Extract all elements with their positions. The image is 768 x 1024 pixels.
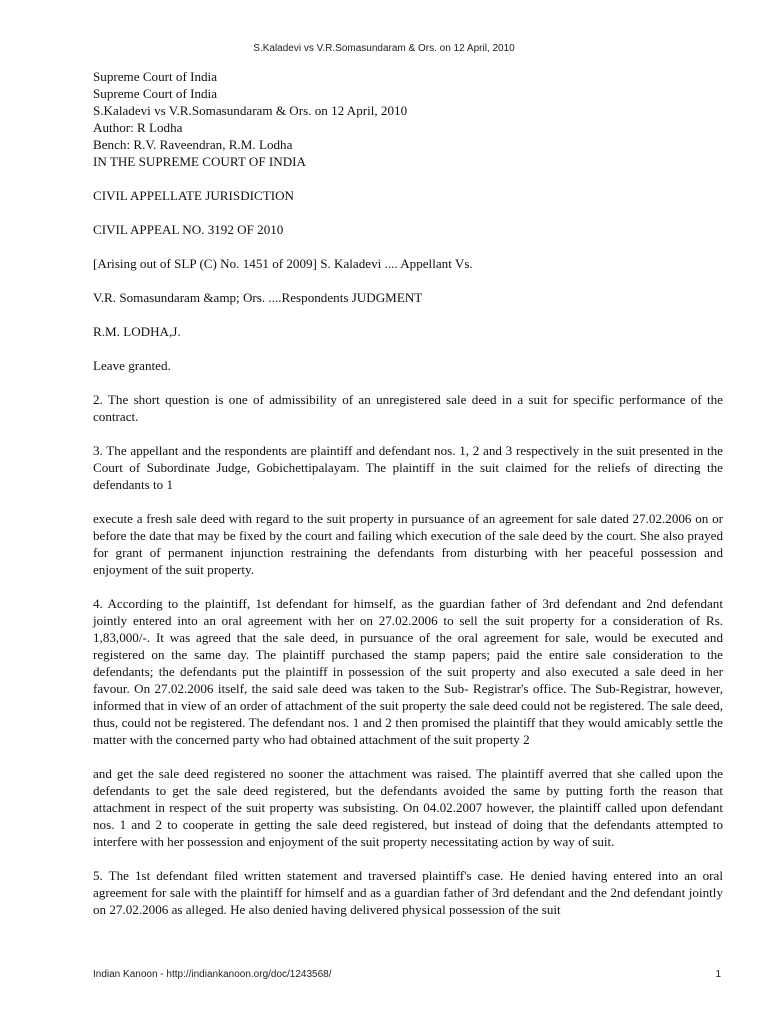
page-number: 1 [715, 969, 721, 980]
footer-source-link[interactable]: Indian Kanoon - http://indiankanoon.org/doc/1243568/ [93, 969, 332, 980]
court-name: Supreme Court of India [93, 69, 218, 84]
judgment-body [93, 68, 723, 935]
author-line: Author: R Lodha [93, 120, 183, 135]
paragraph-4-continued: and get the sale deed registered no sooner the attachment was raised. The plaintiff averred that she called upon the defendants to get the sale deed registered, but the defendants avoided the same by putting forth the reason that attachment in respect of the suit property was subsisting. On 04.02.2007 however, the plaintiff called upon defendant nos. 1 and 2 to cooperate in getting the sale deed registered, but instead of doing that the defendants attempted to interfere with her possession and enjoyment of the suit property necessitating action by way of suit. [93, 766, 723, 849]
arising-from: [Arising out of SLP (C) No. 1451 of 2009] S. Kaladevi .... Appellant Vs. [93, 256, 473, 271]
appeal-number: CIVIL APPEAL NO. 3192 OF 2010 [93, 222, 284, 237]
jurisdiction: CIVIL APPELLATE JURISDICTION [93, 188, 295, 203]
parties-line: V.R. Somasundaram &amp; Ors. ....Respondents JUDGMENT [93, 290, 423, 305]
running-header: S.Kaladevi vs V.R.Somasundaram & Ors. on 12 April, 2010 [253, 43, 515, 54]
paragraph-5: 5. The 1st defendant filed written statement and traversed plaintiff's case. He denied having entered into an oral agreement for sale with the plaintiff for himself and as a guardian father of 3rd defendant and the 2nd defendant jointly on 27.02.2006 as alleged. He also denied having delivered physical possession of the suit [93, 868, 723, 917]
paragraph-4: 4. According to the plaintiff, 1st defendant for himself, as the guardian father of 3rd defendant and 2nd defendant jointly entered into an oral agreement with her on 27.02.2006 to sell the suit property for a consideration of Rs. 1,83,000/-. It was agreed that the sale deed, in pursuance of the oral agreement for sale, would be executed and registered on the same day. The plaintiff purchased the stamp papers; paid the entire sale consideration to the defendants; the defendants put the plaintiff in possession of the suit property and also executed a sale deed in her favour. On 27.02.2006 itself, the said sale deed was taken to the Sub- Registrar's office. The Sub-Registrar, however, informed that in view of an order of attachment of the suit property the sale deed could not be registered. The sale deed, thus, could not be registered. The defendant nos. 1 and 2 then promised the plaintiff that they would amicably settle the matter with the concerned party who had obtained attachment of the suit property 2 [93, 596, 723, 747]
court-heading: IN THE SUPREME COURT OF INDIA [93, 154, 306, 169]
paragraph-3: 3. The appellant and the respondents are plaintiff and defendant nos. 1, 2 and 3 respectively in the suit presented in the Court of Subordinate Judge, Gobichettipalayam. The plaintiff in the suit claimed for the reliefs of directing the defendants to 1 [93, 443, 723, 492]
paragraph-2: 2. The short question is one of admissibility of an unregistered sale deed in a suit for specific performance of the contract. [93, 392, 723, 424]
bench-line: Bench: R.V. Raveendran, R.M. Lodha [93, 137, 293, 152]
judge-name: R.M. LODHA,J. [93, 324, 181, 339]
leave-granted: Leave granted. [93, 358, 171, 373]
case-title: S.Kaladevi vs V.R.Somasundaram & Ors. on 12 April, 2010 [93, 103, 408, 118]
court-name-repeat: Supreme Court of India [93, 86, 218, 101]
paragraph-3-continued: execute a fresh sale deed with regard to the suit property in pursuance of an agreement for sale dated 27.02.2006 on or before the date that may be fixed by the court and failing which execution of the sale deed by the court. She also prayed for grant of permanent injunction restraining the defendants from disturbing with her peaceful possession and enjoyment of the suit property. [93, 511, 723, 577]
case-heading [93, 68, 723, 170]
